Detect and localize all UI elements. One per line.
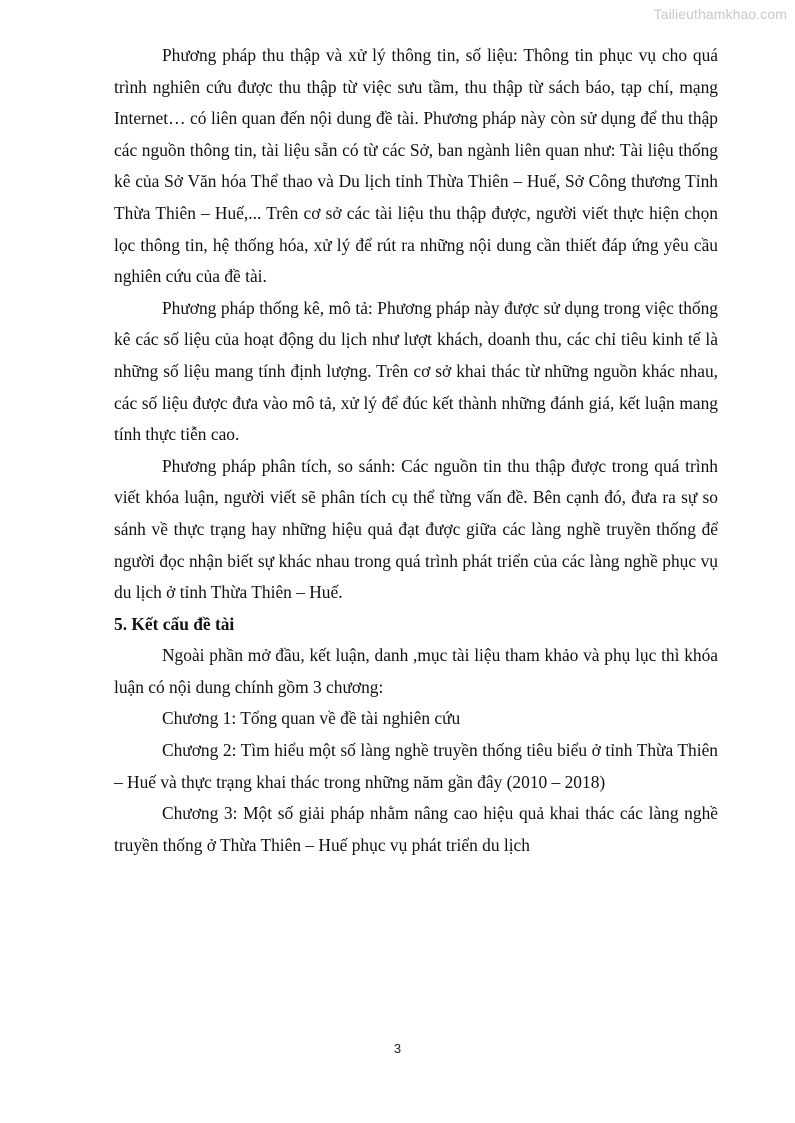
chapter-3-item: Chương 3: Một số giải pháp nhằm nâng cao hiệu quả khai thác các làng nghề truyền thống ở Thừa Thiên – Huế phục vụ phát triển du lịch [114, 803, 718, 855]
section-intro: Ngoài phần mở đầu, kết luận, danh ,mục tài liệu tham khảo và phụ lục thì khóa luận có nội dung chính gồm 3 chương: [114, 645, 718, 697]
paragraph-data-collection-method: Phương pháp thu thập và xử lý thông tin, số liệu: Thông tin phục vụ cho quá trình nghiên cứu được thu thập từ việc sưu tầm, thu thập từ sách báo, tạp chí, mạng Internet… có liên quan đến nội dung đề tài. Phương pháp này còn sử dụng để thu thập các nguồn thông tin, tài liệu sẵn có từ các Sở, ban ngành liên quan như: Tài liệu thống kê của Sở Văn hóa Thể thao và Du lịch tỉnh Thừa Thiên – Huế, Sở Công thương Tỉnh Thừa Thiên – Huế,... Trên cơ sở các tài liệu thu thập được, người viết thực hiện chọn lọc thông tin, hệ thống hóa, xử lý để rút ra những nội dung cần thiết đáp ứng yêu cầu nghiên cứu của đề tài. [114, 45, 718, 287]
watermark-text: Tailieuthamkhao.com [653, 6, 787, 22]
paragraph-analysis-method: Phương pháp phân tích, so sánh: Các nguồn tin thu thập được trong quá trình viết khóa luận, người viết sẽ phân tích cụ thể từng vấn đề. Bên cạnh đó, đưa ra sự so sánh về thực trạng hay những hiệu quả đạt được giữa các làng nghề truyền thống để người đọc nhận biết sự khác nhau trong quá trình phát triển của các làng nghề phục vụ du lịch ở tỉnh Thừa Thiên – Huế. [114, 455, 718, 603]
chapter-1-item: Chương 1: Tổng quan về đề tài nghiên cứu [162, 708, 461, 729]
section-heading: 5. Kết cấu đề tài [114, 613, 235, 634]
chapter-2-item: Chương 2: Tìm hiểu một số làng nghề truyền thống tiêu biểu ở tỉnh Thừa Thiên – Huế và thực trạng khai thác trong những năm gần đây (2010 – 2018) [114, 740, 718, 792]
page-number: 3 [393, 1041, 402, 1056]
paragraph-statistical-method: Phương pháp thống kê, mô tả: Phương pháp này được sử dụng trong việc thống kê các số liệu của hoạt động du lịch như lượt khách, doanh thu, các chỉ tiêu kinh tế là những số liệu mang tính định lượng. Trên cơ sở khai thác từ những nguồn khác nhau, các số liệu được đưa vào mô tả, xử lý để đúc kết thành những đánh giá, kết luận mang tính thực tiễn cao. [114, 297, 718, 445]
document-body [114, 40, 718, 861]
